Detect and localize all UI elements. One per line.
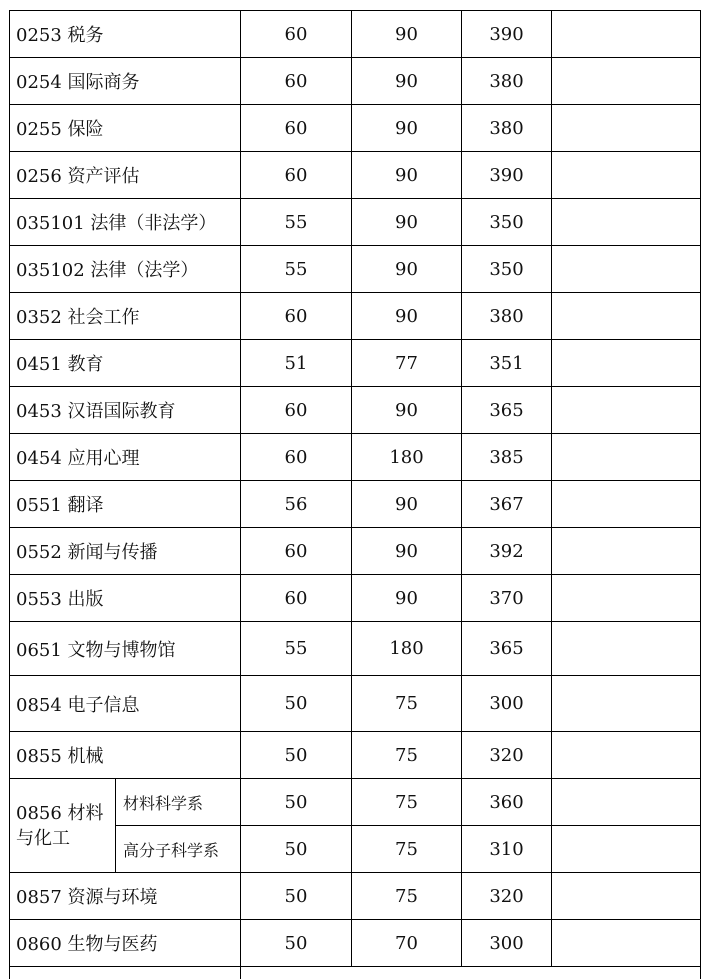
table-row xyxy=(10,779,701,826)
score-total: 385 xyxy=(462,434,552,481)
major-name: 0552 新闻与传播 xyxy=(10,528,241,575)
note-cell xyxy=(552,387,701,434)
score-single-1: 60 xyxy=(241,293,352,340)
department-name: 材料科学系 xyxy=(116,779,241,826)
score-single-1: 60 xyxy=(241,575,352,622)
score-single-1: 50 xyxy=(241,873,352,920)
score-total: 310 xyxy=(462,826,552,873)
score-single-1: 60 xyxy=(241,58,352,105)
major-name: 0857 资源与环境 xyxy=(10,873,241,920)
note-cell xyxy=(552,481,701,528)
note-cell xyxy=(552,199,701,246)
score-single-2: 90 xyxy=(352,105,462,152)
score-total: 370 xyxy=(462,575,552,622)
major-name: 035102 法律（法学） xyxy=(10,246,241,293)
score-single-1: 50 xyxy=(241,779,352,826)
score-total: 365 xyxy=(462,387,552,434)
score-single-1: 56 xyxy=(241,481,352,528)
score-single-1: 60 xyxy=(241,528,352,575)
table-row xyxy=(10,873,701,920)
major-name: 0253 税务 xyxy=(10,11,241,58)
score-total: 300 xyxy=(462,920,552,967)
note-cell xyxy=(552,826,701,873)
score-single-2: 90 xyxy=(352,528,462,575)
score-single-1: 60 xyxy=(241,105,352,152)
score-total: 350 xyxy=(462,246,552,293)
note-cell xyxy=(552,105,701,152)
note-cell xyxy=(552,873,701,920)
major-name: 0254 国际商务 xyxy=(10,58,241,105)
note-cell xyxy=(552,528,701,575)
score-single-2: 180 xyxy=(352,434,462,481)
score-total: 367 xyxy=(462,481,552,528)
note-cell xyxy=(552,920,701,967)
score-total: 380 xyxy=(462,105,552,152)
score-single-1: 55 xyxy=(241,622,352,676)
note-cell xyxy=(552,434,701,481)
major-name: 0855 机械 xyxy=(10,732,241,779)
score-single-2: 75 xyxy=(352,732,462,779)
note-cell xyxy=(552,246,701,293)
note-cell xyxy=(552,58,701,105)
note-cell xyxy=(552,779,701,826)
score-total: 390 xyxy=(462,152,552,199)
score-total: 320 xyxy=(462,873,552,920)
table-row xyxy=(10,622,701,676)
table-row xyxy=(10,199,701,246)
major-group-name: 0856 材料与化工 xyxy=(10,779,116,873)
score-single-2: 90 xyxy=(352,246,462,293)
table-row xyxy=(10,293,701,340)
major-name: 0256 资产评估 xyxy=(10,152,241,199)
score-single-2: 90 xyxy=(352,387,462,434)
score-total: 351 xyxy=(462,340,552,387)
major-name: 0854 电子信息 xyxy=(10,676,241,732)
table-row xyxy=(10,481,701,528)
note-cell xyxy=(552,732,701,779)
score-total: 380 xyxy=(462,58,552,105)
table-row xyxy=(10,528,701,575)
score-total: 365 xyxy=(462,622,552,676)
major-name: 0454 应用心理 xyxy=(10,434,241,481)
score-single-2: 75 xyxy=(352,873,462,920)
major-name: 0255 保险 xyxy=(10,105,241,152)
score-single-2: 75 xyxy=(352,826,462,873)
score-single-1: 50 xyxy=(241,920,352,967)
table-row xyxy=(10,434,701,481)
score-single-2: 70 xyxy=(352,920,462,967)
note-cell xyxy=(552,11,701,58)
major-name: 0352 社会工作 xyxy=(10,293,241,340)
score-single-1: 50 xyxy=(241,826,352,873)
score-total: 390 xyxy=(462,11,552,58)
score-single-1: 50 xyxy=(241,732,352,779)
score-total: 392 xyxy=(462,528,552,575)
score-single-1: 60 xyxy=(241,387,352,434)
score-single-2: 75 xyxy=(352,676,462,732)
table-row xyxy=(10,340,701,387)
score-single-2: 90 xyxy=(352,575,462,622)
major-name: 0551 翻译 xyxy=(10,481,241,528)
note-cell xyxy=(552,676,701,732)
score-single-1: 60 xyxy=(241,11,352,58)
score-single-1: 55 xyxy=(241,199,352,246)
score-single-2: 90 xyxy=(352,293,462,340)
major-name: 0860 生物与医药 xyxy=(10,920,241,967)
score-single-2: 90 xyxy=(352,152,462,199)
score-single-1: 51 xyxy=(241,340,352,387)
score-single-2: 90 xyxy=(352,481,462,528)
table-row-partial xyxy=(10,967,701,979)
note-cell xyxy=(552,575,701,622)
table-row xyxy=(10,575,701,622)
score-single-1: 55 xyxy=(241,246,352,293)
score-single-1: 60 xyxy=(241,152,352,199)
table-row xyxy=(10,676,701,732)
score-single-1: 50 xyxy=(241,676,352,732)
score-table xyxy=(9,10,701,979)
table-row xyxy=(10,105,701,152)
score-single-2: 77 xyxy=(352,340,462,387)
major-name: 0453 汉语国际教育 xyxy=(10,387,241,434)
score-single-2: 90 xyxy=(352,11,462,58)
score-total: 350 xyxy=(462,199,552,246)
table-row xyxy=(10,732,701,779)
score-total: 380 xyxy=(462,293,552,340)
major-name: 035101 法律（非法学） xyxy=(10,199,241,246)
score-total: 360 xyxy=(462,779,552,826)
note-cell xyxy=(552,152,701,199)
note-cell xyxy=(552,293,701,340)
major-name: 0651 文物与博物馆 xyxy=(10,622,241,676)
major-name: 0553 出版 xyxy=(10,575,241,622)
score-single-2: 90 xyxy=(352,58,462,105)
score-total: 320 xyxy=(462,732,552,779)
score-single-2: 75 xyxy=(352,779,462,826)
table-row xyxy=(10,11,701,58)
table-row xyxy=(10,387,701,434)
score-single-2: 90 xyxy=(352,199,462,246)
table-row xyxy=(10,246,701,293)
score-single-2: 180 xyxy=(352,622,462,676)
table-row xyxy=(10,58,701,105)
department-name: 高分子科学系 xyxy=(116,826,241,873)
score-single-1: 60 xyxy=(241,434,352,481)
note-cell xyxy=(552,340,701,387)
major-name: 0451 教育 xyxy=(10,340,241,387)
table-row xyxy=(10,920,701,967)
note-cell xyxy=(552,622,701,676)
table-row xyxy=(10,152,701,199)
score-total: 300 xyxy=(462,676,552,732)
